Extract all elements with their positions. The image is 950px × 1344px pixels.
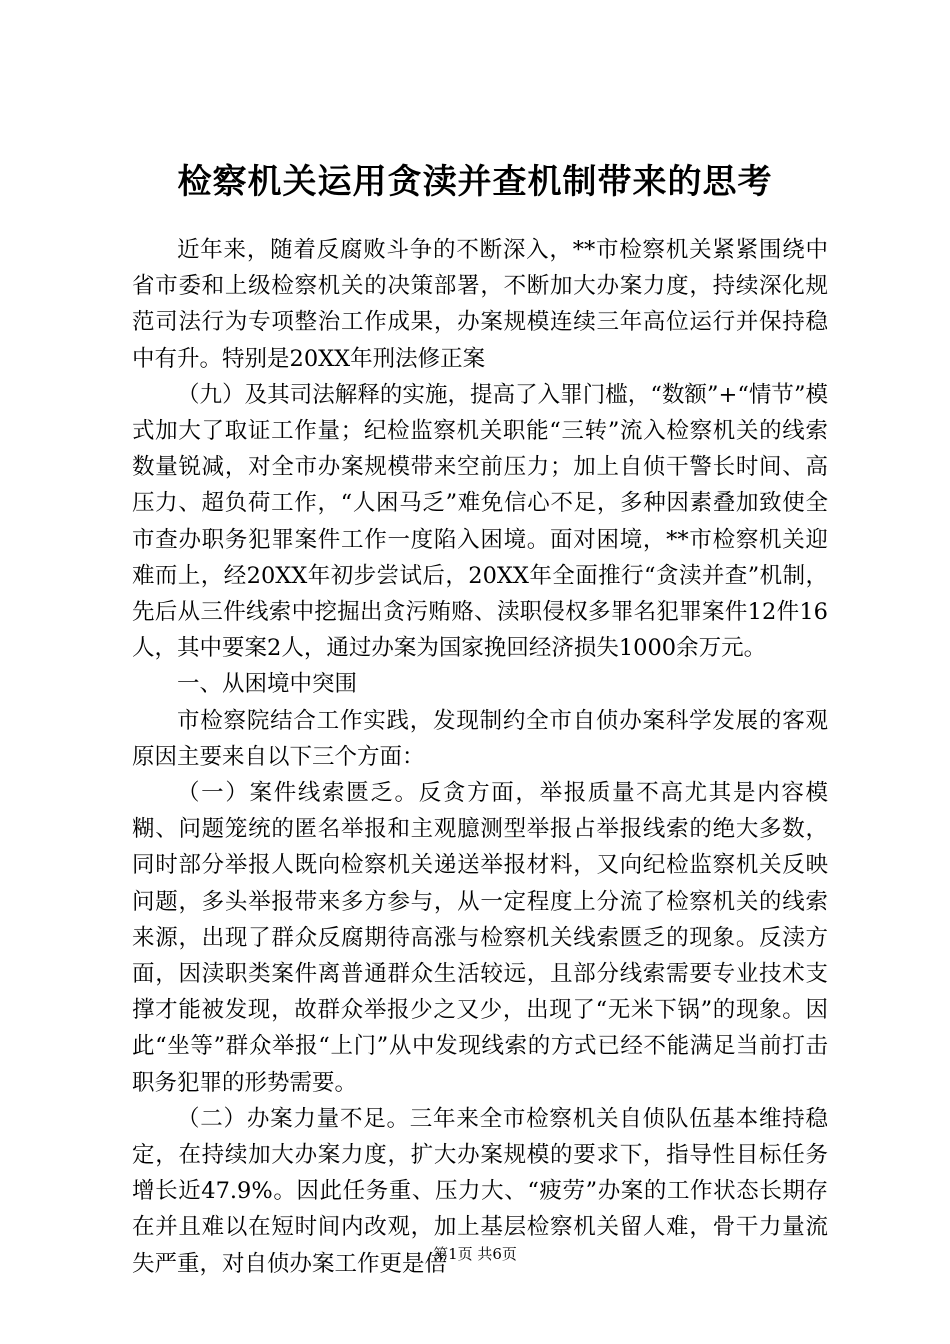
paragraph-causes: 市检察院结合工作实践，发现制约全市自侦办案科学发展的客观原因主要来自以下三个方面： bbox=[132, 707, 828, 770]
paragraph-background: （九）及其司法解释的实施，提高了入罪门槛，“数额”+“情节”模式加大了取证工作量；纪检监察机关职能“三转”流入检察机关的线索数量锐减，对全市办案规模带来空前压力；加上自侦干警长时间、高压力、超负荷工作，“人困马乏”难免信心不足，多种因素叠加致使全市查办职务犯罪案件工作一度陷入困境。面对困境，**市检察机关迎难而上，经20XX年初步尝试后，20XX年全面推行“贪渎并查”机制，先后从三件线索中挖掘出贪污贿赂、渎职侵权多罪名犯罪案件12件16人，其中要案2人，通过办案为国家挽回经济损失1000余万元。 bbox=[132, 381, 828, 662]
paragraph-clue-shortage: （一）案件线索匮乏。反贪方面，举报质量不高尤其是内容模糊、问题笼统的匿名举报和主观臆测型举报占举报线索的绝大多数，同时部分举报人既向检察机关递送举报材料，又向纪检监察机关反映问题，多头举报带来多方参与，从一定程度上分流了检察机关的线索来源，出现了群众反腐期待高涨与检察机关线索匮乏的现象。反渎方面，因渎职类案件离普通群众生活较远，且部分线索需要专业技术支撑才能被发现，故群众举报少之又少，出现了“无米下锅”的现象。因此“坐等”群众举报“上门”从中发现线索的方式已经不能满足当前打击职务犯罪的形势需要。 bbox=[132, 780, 828, 1096]
document-body bbox=[132, 232, 828, 1282]
page-number: 第1页 共6页 bbox=[433, 1245, 517, 1263]
paragraph-intro: 近年来，随着反腐败斗争的不断深入，**市检察机关紧紧围绕中省市委和上级检察机关的决策部署，不断加大办案力度，持续深化规范司法行为专项整治工作成果，办案规模连续三年高位运行并保持稳中有升。特别是20XX年刑法修正案 bbox=[132, 237, 828, 372]
section-heading: 一、从困境中突围 bbox=[177, 671, 358, 698]
paragraph-staff-shortage: （二）办案力量不足。三年来全市检察机关自侦队伍基本维持稳定，在持续加大办案力度，扩大办案规模的要求下，指导性目标任务增长近47.9%。因此任务重、压力大、“疲劳”办案的工作状态长期存在并且难以在短时间内改观，加上基层检察机关留人难，骨干力量流失严重，对自侦办案工作更是倍 bbox=[132, 1105, 828, 1277]
document-title: 检察机关运用贪渎并查机制带来的思考 bbox=[177, 162, 773, 202]
